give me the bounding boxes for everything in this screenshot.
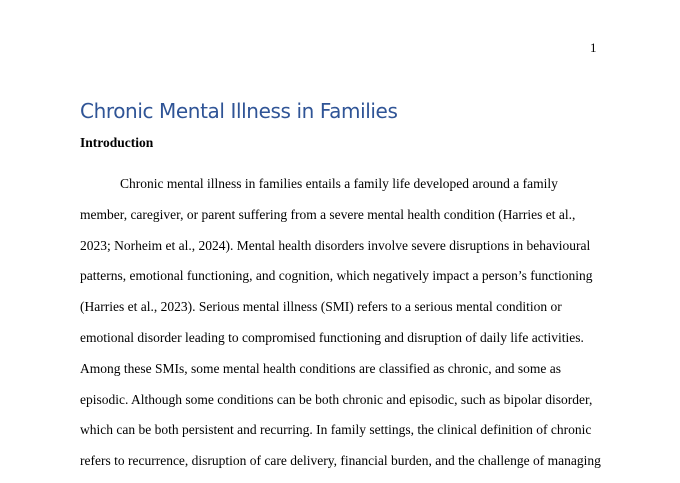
paragraph-line: Chronic mental illness in families entails a family life developed around a family	[120, 176, 558, 191]
paragraph-line: patterns, emotional functioning, and cognition, which negatively impact a person’s functioning	[80, 268, 593, 284]
paragraph-line: episodic. Although some conditions can be both chronic and episodic, such as bipolar disorder,	[80, 391, 593, 407]
paragraph-line: member, caregiver, or parent suffering from a severe mental health condition (Harries et al.,	[80, 206, 576, 222]
paragraph-line: refers to recurrence, disruption of care delivery, financial burden, and the challenge of managing	[80, 453, 601, 469]
paragraph-line: 2023; Norheim et al., 2024). Mental health disorders involve severe disruptions in behavioural	[80, 237, 591, 253]
paragraph-line: (Harries et al., 2023). Serious mental illness (SMI) refers to a serious mental condition or	[80, 299, 562, 315]
paragraph-line: Among these SMIs, some mental health conditions are classified as chronic, and some as	[80, 360, 562, 376]
paragraph-line: which can be both persistent and recurring. In family settings, the clinical definition of chronic	[80, 422, 592, 438]
document-title: Chronic Mental Illness in Families	[80, 99, 398, 123]
body-paragraph	[80, 175, 601, 483]
section-heading: Introduction	[80, 135, 154, 150]
page-number: 1	[590, 40, 597, 55]
paragraph-line: emotional disorder leading to compromised functioning and disruption of daily life activities.	[80, 329, 584, 345]
